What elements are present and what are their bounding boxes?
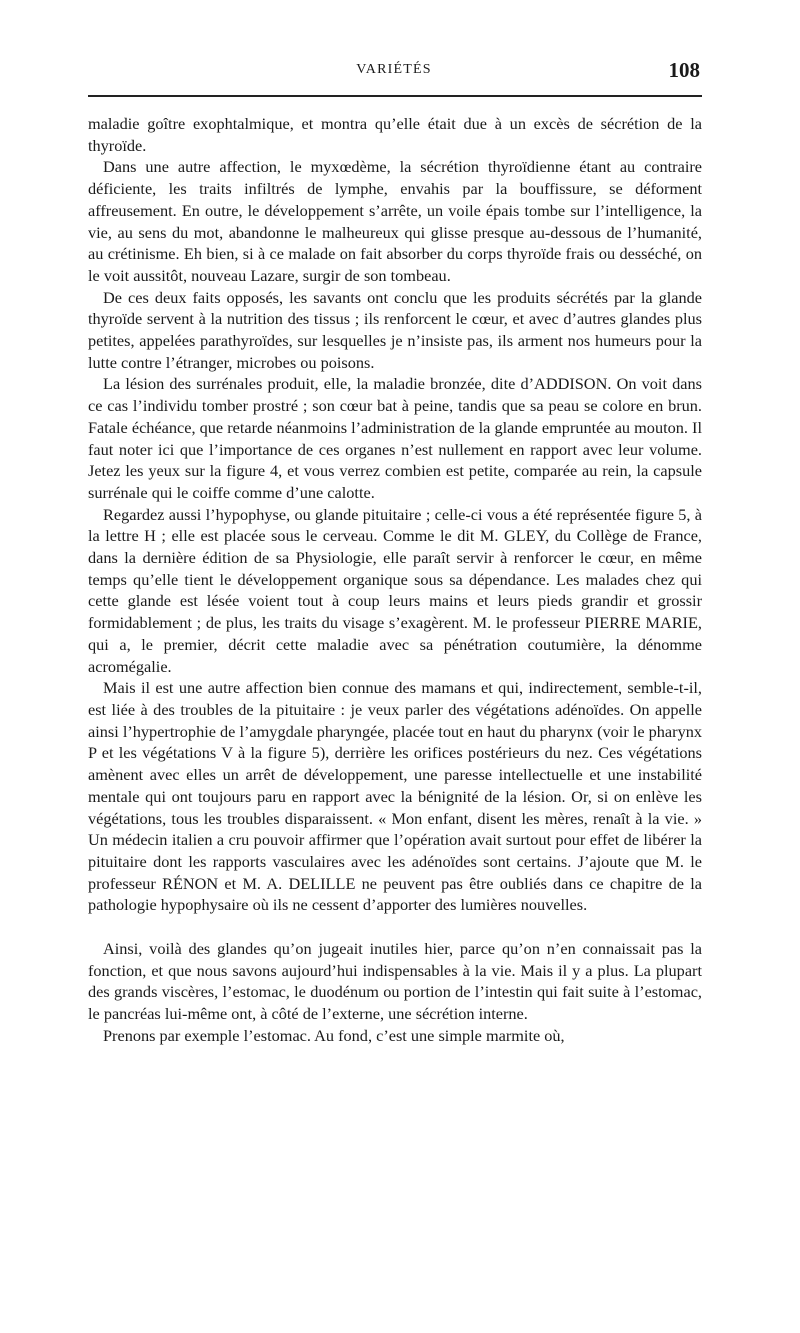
body-text (88, 113, 702, 1047)
paragraph-vegetations: Mais il est une autre affection bien connue des mamans et qui, indirectement, semble-t-il, est liée à des troubles de la pituitaire : je veux parler des végétations adénoïdes. On appelle ainsi l’hypertrophie de l’amygdale pharyngée, placée tout en haut du pharynx (voir le pharynx P et les végétations V à la figure 5), derrière les orifices postérieurs du nez. Ces végétations amènent avec elles un arrêt de développement, une paresse intellectuelle et une instabilité mentale qui ont toujours paru en rapport avec la bénignité de la lésion. Or, si on enlève les végétations, tous les troubles disparaissent. « Mon enfant, disent les mères, renaît à la vie. » Un médecin italien a cru pouvoir affirmer que l’opération avait surtout pour effet de libérer la pituitaire dont les rapports vasculaires avec les adénoïdes sont certains. J’ajoute que M. le professeur RÉNON et M. A. DELILLE ne peuvent pas être oubliés dans ce chapitre de la pathologie hypophysaire où ils ne cessent d’apporter des lumières nouvelles. (88, 678, 702, 915)
header-rule (88, 95, 702, 97)
running-head (88, 60, 700, 82)
paragraph-glandes: Ainsi, voilà des glandes qu’on jugeait inutiles hier, parce qu’on n’en connaissait pas la fonction, et que nous savons aujourd’hui indispensables à la vie. Mais il y a plus. La plupart des grands viscères, l’estomac, le duodénum ou portion de l’intestin qui fait suite à l’estomac, le pancréas lui-même ont, à côté de l’externe, une sécrétion interne. (88, 939, 702, 1024)
paragraph-surrenales: La lésion des surrénales produit, elle, la maladie bronzée, dite d’ADDISON. On voit dans ce cas l’individu tomber prostré ; son cœur bat à peine, tandis que sa peau se colore en brun. Fatale échéance, que retarde néanmoins l’administration de la glande empruntée au mouton. Il faut noter ici que l’importance de ces organes n’est nullement en rapport avec leur volume. Jetez les yeux sur la figure 4, et vous verrez combien est petite, comparée au rein, la capsule surrénale qui le coiffe comme d’une calotte. (88, 374, 702, 502)
paragraph-estomac: Prenons par exemple l’estomac. Au fond, c’est une simple marmite où, (103, 1025, 565, 1045)
page-number: 108 (668, 58, 700, 82)
paragraph-hypophyse: Regardez aussi l’hypophyse, ou glande pituitaire ; celle-ci vous a été représentée figure 5, à la lettre H ; elle est placée sous le cerveau. Comme le dit M. GLEY, du Collège de France, dans la dernière édition de sa Physiologie, elle paraît servir à renforcer le cœur, en même temps qu’elle tient le développement organique sous sa dépendance. Les malades chez qui cette glande est lésée voient tout à coup leurs mains et leurs pieds grandir et grossir formidablement ; de plus, les traits du visage s’exagèrent. M. le professeur PIERRE MARIE, qui a, le premier, décrit cette maladie avec sa pénétration coutumière, la dénomme acromégalie. (88, 504, 702, 676)
running-title: VARIÉTÉS (356, 62, 432, 77)
paragraph-continued: maladie goître exophtalmique, et montra qu’elle était due à un excès de sécrétion de la thyroïde. (88, 114, 702, 155)
paragraph-thyroide-conclusion: De ces deux faits opposés, les savants ont conclu que les produits sécrétés par la glande thyroïde servent à la nutrition des tissus ; ils renforcent le cœur, et avec d’autres glandes plus petites, appelées parathyroïdes, sur lesquelles je n’insiste pas, ils arment nos humeurs pour la lutte contre l’étranger, microbes ou poisons. (88, 287, 702, 372)
paragraph-myxoedeme: Dans une autre affection, le myxœdème, la sécrétion thyroïdienne étant au contraire déficiente, les traits infiltrés de lymphe, envahis par la bouffissure, se déforment affreusement. En outre, le développement s’arrête, un voile épais tombe sur l’intelligence, la vie, au sens du mot, abandonne le malheureux qui glisse presque au-dessous de l’humanité, au crétinisme. Eh bien, si à ce malade on fait absorber du corps thyroïde frais ou desséché, on le voit aussitôt, nouveau Lazare, surgir de son tombeau. (88, 157, 702, 285)
